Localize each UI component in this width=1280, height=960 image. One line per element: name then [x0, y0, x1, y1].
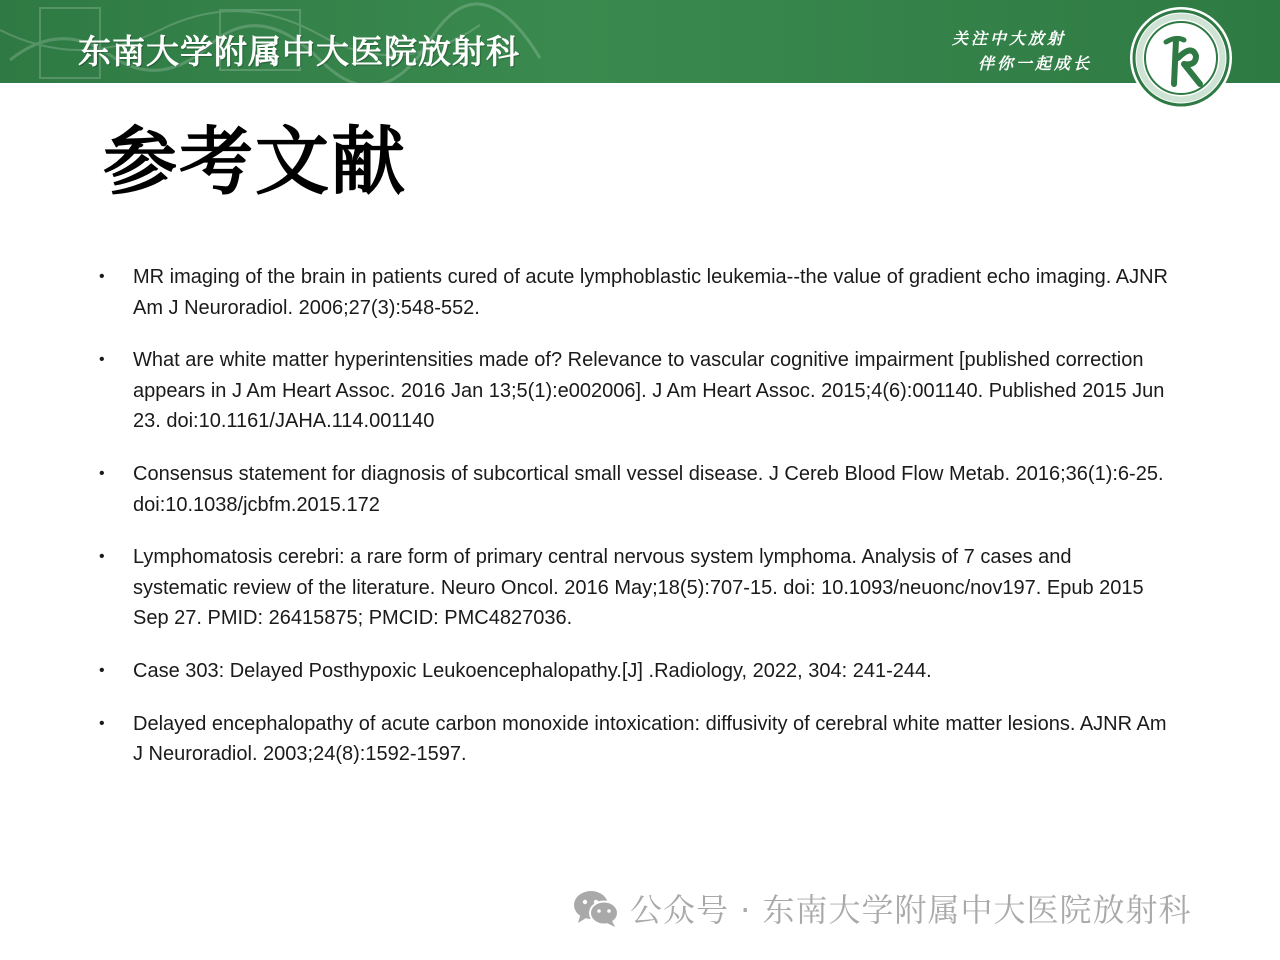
reference-text: Case 303: Delayed Posthypoxic Leukoencephalopathy.[J] .Radiology, 2022, 304: 241-244. — [133, 659, 932, 682]
reference-item — [0, 656, 1280, 687]
wechat-icon — [572, 888, 620, 928]
reference-text: Lymphomatosis cerebri: a rare form of primary central nervous system lymphoma. Analysis of 7 cases and systematic review of the literature. Neuro Oncol. 2016 May;18(5):707-15. doi: 10.1093/neuonc/nov197. Epub 2015 Sep 27. PMID: 26415875; PMCID: PMC4827036. — [133, 546, 1144, 630]
reference-item — [0, 262, 1280, 323]
reference-item — [0, 459, 1280, 520]
reference-item — [0, 345, 1280, 437]
slogan-line-1: 关注中大放射 — [952, 29, 1067, 48]
institution-name: 东南大学附属中大医院放射科 — [78, 32, 520, 71]
reference-text: What are white matter hyperintensities made of? Relevance to vascular cognitive impairment [published correction appears in J Am Heart Assoc. 2016 Jan 13;5(1):e002006]. J Am Heart Assoc. 2015;4(6):001140. Published 2015 Jun 23. doi:10.1161/JAHA.114.001140 — [133, 349, 1165, 433]
page-title: 参考文献 — [103, 119, 407, 205]
reference-text: MR imaging of the brain in patients cured of acute lymphoblastic leukemia--the value of gradient echo imaging. AJNR Am J Neuroradiol. 2006;27(3):548-552. — [133, 266, 1168, 319]
reference-item — [0, 542, 1280, 634]
reference-item — [0, 709, 1280, 770]
bullet-marker: • — [99, 268, 105, 285]
radiology-department-seal-logo — [1126, 6, 1236, 110]
reference-text: Consensus statement for diagnosis of subcortical small vessel disease. J Cereb Blood Flow Metab. 2016;36(1):6-25. doi:10.1038/jcbfm.2015.172 — [133, 462, 1164, 516]
header-banner — [0, 0, 1280, 83]
wechat-watermark — [572, 888, 1192, 928]
watermark-text: 公众号 · 东南大学附属中大医院放射科 — [630, 891, 1192, 929]
slogan-line-2: 伴你一起成长 — [978, 54, 1093, 73]
bullet-marker: • — [99, 351, 105, 369]
bullet-marker: • — [99, 548, 105, 566]
bullet-marker: • — [99, 714, 105, 732]
reference-text: Delayed encephalopathy of acute carbon monoxide intoxication: diffusivity of cerebral white matter lesions. AJNR Am J Neuroradiol. 2003;24(8):1592-1597. — [133, 712, 1167, 766]
bullet-marker: • — [99, 464, 105, 482]
bullet-marker: • — [99, 661, 105, 679]
reference-list — [0, 262, 1280, 792]
